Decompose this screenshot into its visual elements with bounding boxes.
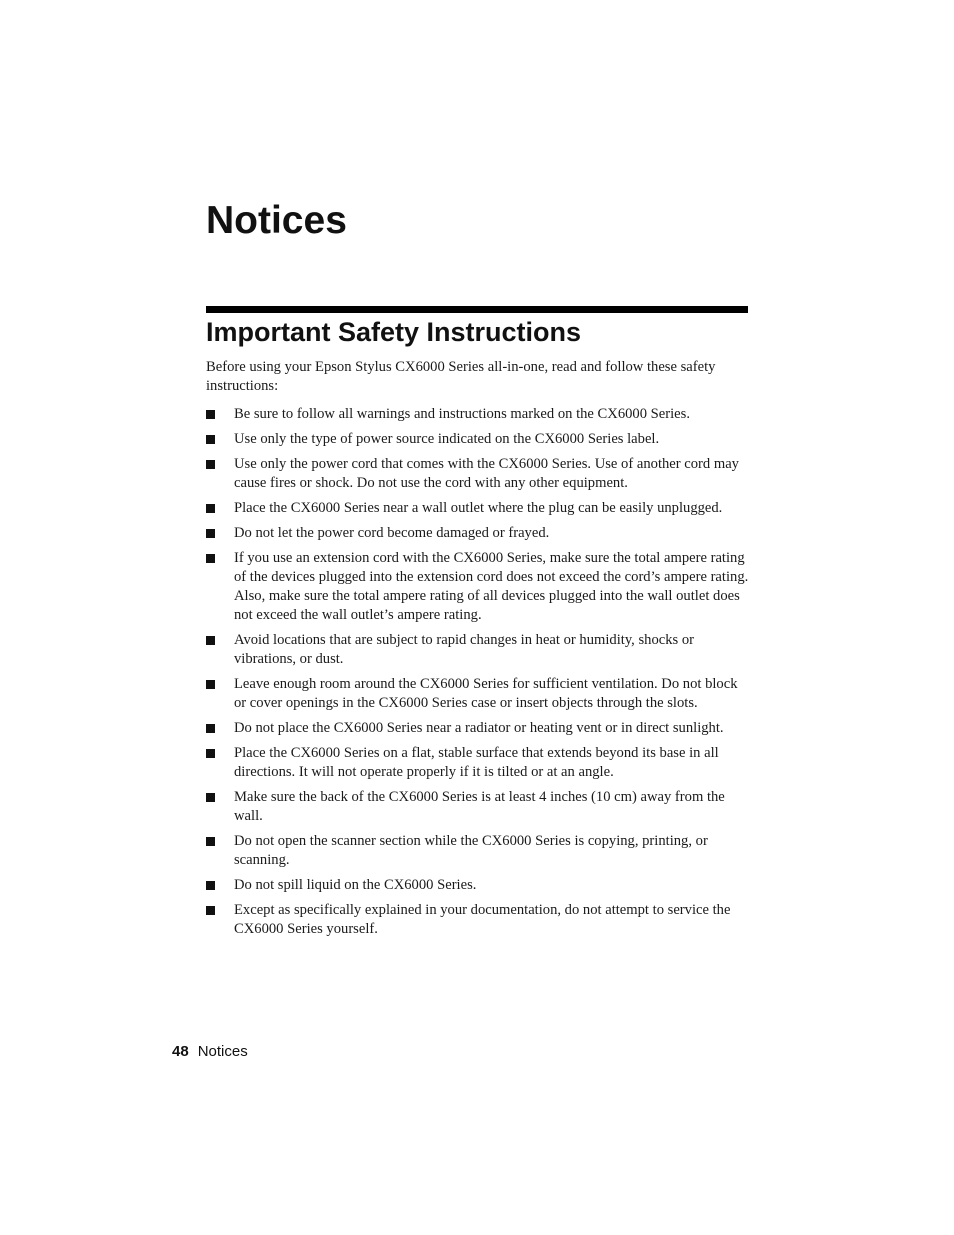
list-item-text: Do not place the CX6000 Series near a radiator or heating vent or in direct sunlight. (234, 720, 724, 736)
list-item (206, 405, 752, 424)
bullet-square-icon (206, 724, 215, 733)
list-item-text: Avoid locations that are subject to rapid changes in heat or humidity, shocks or vibrations, or dust. (234, 632, 694, 667)
page-footer (172, 1042, 248, 1062)
list-item (206, 549, 752, 625)
safety-instructions-list (206, 405, 752, 945)
list-item (206, 832, 752, 870)
list-item-text: Place the CX6000 Series near a wall outlet where the plug can be easily unplugged. (234, 500, 723, 516)
page-number: 48 (172, 1043, 189, 1060)
list-item (206, 719, 752, 738)
section-title: Important Safety Instructions (206, 317, 582, 347)
list-item (206, 430, 752, 449)
list-item-text: Be sure to follow all warnings and instructions marked on the CX6000 Series. (234, 406, 690, 422)
list-item (206, 631, 752, 669)
bullet-square-icon (206, 906, 215, 915)
list-item (206, 901, 752, 939)
intro-paragraph: Before using your Epson Stylus CX6000 Series all-in-one, read and follow these safety instructions: (206, 359, 716, 394)
list-item-text: Leave enough room around the CX6000 Series for sufficient ventilation. Do not block or cover openings in the CX6000 Series case or insert objects through the slots. (234, 676, 738, 711)
list-item-text: Use only the type of power source indicated on the CX6000 Series label. (234, 431, 660, 447)
list-item-text: Make sure the back of the CX6000 Series is at least 4 inches (10 cm) away from the wall. (234, 789, 725, 824)
list-item (206, 455, 752, 493)
list-item (206, 744, 752, 782)
bullet-square-icon (206, 793, 215, 802)
section-divider (206, 306, 748, 313)
bullet-square-icon (206, 680, 215, 689)
bullet-square-icon (206, 410, 215, 419)
list-item-text: Do not open the scanner section while the CX6000 Series is copying, printing, or scanning. (234, 833, 708, 868)
list-item-text: If you use an extension cord with the CX6000 Series, make sure the total ampere rating of the devices plugged into the extension cord does not exceed the cord’s ampere rating. Also, make sure the total ampere rating of all devices plugged into the wall outlet does not exceed the wall outlet’s ampere rating. (234, 550, 749, 623)
list-item (206, 876, 752, 895)
list-item-text: Do not spill liquid on the CX6000 Series. (234, 877, 477, 893)
bullet-square-icon (206, 749, 215, 758)
list-item (206, 788, 752, 826)
bullet-square-icon (206, 460, 215, 469)
bullet-square-icon (206, 554, 215, 563)
bullet-square-icon (206, 881, 215, 890)
list-item (206, 675, 752, 713)
bullet-square-icon (206, 636, 215, 645)
list-item-text: Place the CX6000 Series on a flat, stable surface that extends beyond its base in all directions. It will not operate properly if it is tilted or at an angle. (234, 745, 719, 780)
list-item-text: Except as specifically explained in your documentation, do not attempt to service the CX6000 Series yourself. (234, 902, 731, 937)
list-item-text: Do not let the power cord become damaged or frayed. (234, 525, 550, 541)
list-item (206, 499, 752, 518)
bullet-square-icon (206, 435, 215, 444)
bullet-square-icon (206, 504, 215, 513)
bullet-square-icon (206, 529, 215, 538)
list-item (206, 524, 752, 543)
bullet-square-icon (206, 837, 215, 846)
chapter-title: Notices (206, 199, 347, 242)
list-item-text: Use only the power cord that comes with the CX6000 Series. Use of another cord may cause fires or shock. Do not use the cord with any other equipment. (234, 456, 739, 491)
footer-section-name: Notices (197, 1043, 248, 1060)
